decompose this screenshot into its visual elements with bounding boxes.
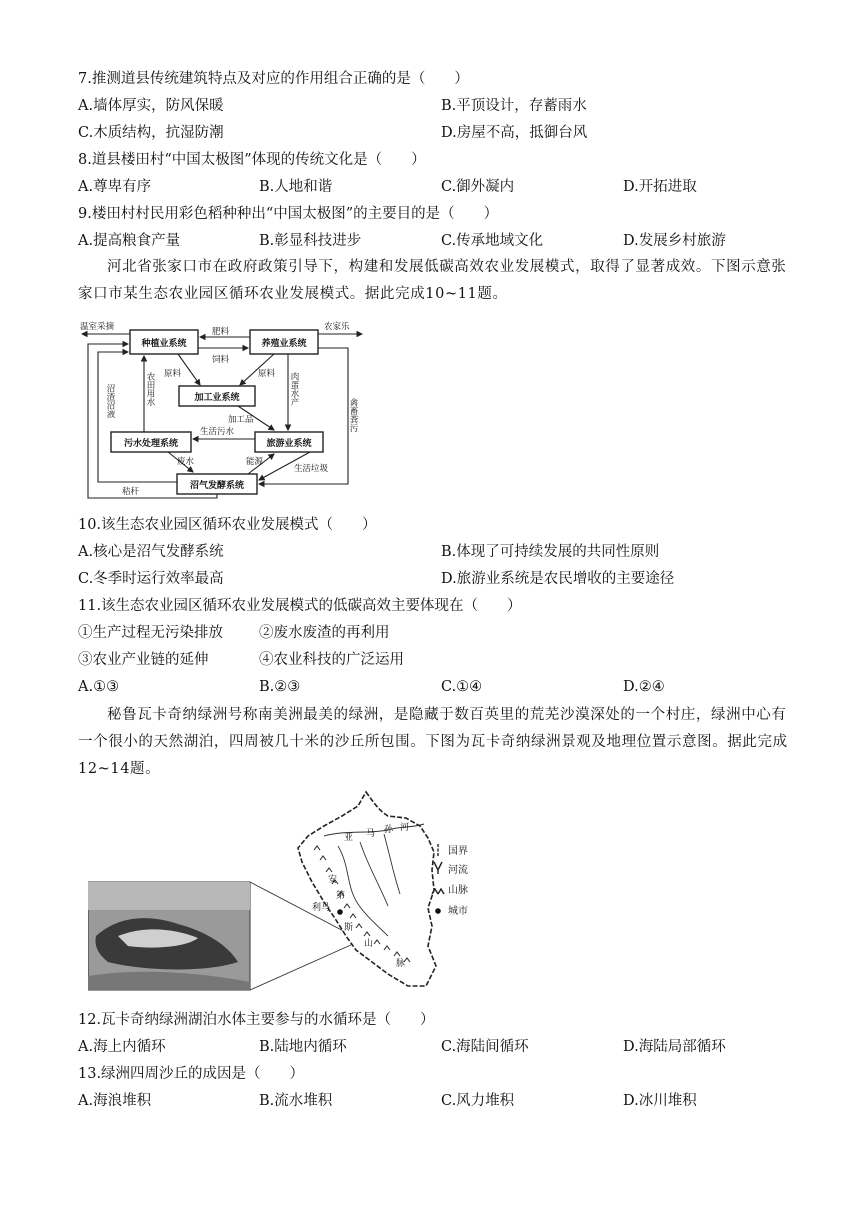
- q12-option-d: D.海陆局部循环: [623, 1039, 726, 1055]
- peru-map: [298, 792, 436, 986]
- q10-option-d: D.旅游业系统是农民增收的主要途径: [441, 571, 675, 587]
- raw-material-label-2: 原料: [258, 369, 276, 379]
- huacachina-figure: [88, 786, 508, 996]
- q9-stem: 9.楼田村村民用彩色稻种种出“中国太极图”的主要目的是（ ）: [78, 206, 499, 222]
- q9-option-b: B.彰显科技进步: [259, 233, 362, 249]
- andes-char-3: 斯: [344, 923, 354, 933]
- city-legend-dot: [435, 908, 441, 914]
- river-char-4: 河: [400, 823, 410, 833]
- andes-char-2: 第: [336, 891, 346, 901]
- domestic-sewage-label: 生活污水: [200, 427, 235, 437]
- wastewater-label: 废水: [177, 457, 195, 467]
- q11-item-1: ①生产过程无污染排放: [78, 625, 223, 641]
- garbage-label: 生活垃圾: [294, 464, 329, 474]
- q12-option-a: A.海上内循环: [78, 1039, 166, 1055]
- irrigation-label: 农田用水: [145, 372, 155, 406]
- q13-stem: 13.绿洲四周沙丘的成因是（ ）: [78, 1066, 305, 1082]
- sewage-label: 污水处理系统: [123, 439, 179, 449]
- meat-eggs-label: 肉蛋水产: [289, 372, 299, 406]
- farmhouse-label: 农家乐: [324, 322, 350, 332]
- biogas-label: 沼气发酵系统: [189, 481, 245, 491]
- processing-label: 加工业系统: [194, 393, 240, 403]
- legend-border: 国界: [448, 846, 468, 857]
- oasis-photo: [88, 882, 250, 990]
- q8-option-d: D.开拓进取: [623, 179, 697, 195]
- breeding-label: 养殖业系统: [261, 339, 307, 349]
- q7-option-a: A.墙体厚实，防风保暖: [78, 98, 224, 114]
- q11-item-4: ④农业科技的广泛运用: [259, 652, 404, 668]
- q9-option-a: A.提高粮食产量: [78, 233, 181, 249]
- q11-option-c: C.①④: [441, 679, 483, 695]
- passage-huacachina: 秘鲁瓦卡奇纳绿洲号称南美洲最美的绿洲，是隐藏于数百英里的荒芜沙漠深处的一个村庄，绿洲中心有一个很小的天然湖泊，四周被几十米的沙丘所包围。下图为瓦卡奇纳绿洲景观及地理位置示意图。据此完成12~14题。: [78, 707, 788, 777]
- processed-goods-label: 加工品: [228, 415, 254, 425]
- manure-label: 禽畜粪污: [348, 398, 358, 432]
- q7-option-b: B.平顶设计，存蓄雨水: [441, 98, 587, 114]
- q11-option-b: B.②③: [259, 679, 301, 695]
- q8-stem: 8.道县楼田村“中国太极图”体现的传统文化是（ ）: [78, 152, 426, 168]
- andes-char-5: 脉: [396, 959, 406, 969]
- greenhouse-label: 温室采摘: [80, 322, 115, 332]
- q9-option-c: C.传承地域文化: [441, 233, 544, 249]
- lima-label: 利马: [312, 903, 331, 913]
- straw-label: 秸秆: [122, 487, 140, 497]
- q11-stem: 11.该生态农业园区循环农业发展模式的低碳高效主要体现在（ ）: [78, 598, 522, 614]
- andes-char-4: 山: [364, 939, 374, 949]
- legend-city: 城市: [448, 906, 468, 917]
- andes-char-1: 安: [328, 875, 338, 885]
- q10-stem: 10.该生态农业园区循环农业发展模式（ ）: [78, 517, 377, 533]
- q12-stem: 12.瓦卡奇纳绿洲湖泊水体主要参与的水循环是（ ）: [78, 1012, 435, 1028]
- q10-option-a: A.核心是沼气发酵系统: [78, 544, 224, 560]
- q10-option-c: C.冬季时运行效率最高: [78, 571, 224, 587]
- map-legend: [432, 844, 468, 917]
- river-char-3: 孙: [384, 825, 394, 835]
- q13-option-c: C.风力堆积: [441, 1093, 515, 1109]
- planting-label: 种植业系统: [141, 339, 187, 349]
- q10-option-b: B.体现了可持续发展的共同性原则: [441, 544, 660, 560]
- q8-option-a: A.尊卑有序: [78, 179, 152, 195]
- raw-material-label-1: 原料: [164, 369, 182, 379]
- q12-option-b: B.陆地内循环: [259, 1039, 347, 1055]
- q11-option-a: A.①③: [78, 679, 120, 695]
- lima-dot: [337, 909, 343, 915]
- q7-stem: 7.推测道县传统建筑特点及对应的作用组合正确的是（ ）: [78, 71, 469, 87]
- q13-option-d: D.冰川堆积: [623, 1093, 697, 1109]
- q12-option-c: C.海陆间循环: [441, 1039, 529, 1055]
- q8-option-b: B.人地和谐: [259, 179, 333, 195]
- feed-label: 饲料: [212, 355, 230, 365]
- circular-agriculture-diagram: [78, 314, 368, 504]
- q11-option-d: D.②④: [623, 679, 665, 695]
- energy-label: 能源: [246, 457, 264, 467]
- q11-item-3: ③农业产业链的延伸: [78, 652, 209, 668]
- river-char-2: 马: [366, 829, 376, 839]
- residue-label: 沼渣沼液: [105, 384, 115, 418]
- q13-option-a: A.海浪堆积: [78, 1093, 152, 1109]
- q9-option-d: D.发展乡村旅游: [623, 233, 726, 249]
- river-char-1: 亚: [344, 833, 354, 843]
- tourism-label: 旅游业系统: [266, 439, 312, 449]
- q13-option-b: B.流水堆积: [259, 1093, 333, 1109]
- q11-item-2: ②废水废渣的再利用: [259, 625, 390, 641]
- passage-zhangjiakou: 河北省张家口市在政府政策引导下，构建和发展低碳高效农业发展模式，取得了显著成效。下图示意张家口市某生态农业园区循环农业发展模式。据此完成10~11题。: [78, 259, 787, 302]
- q7-option-d: D.房屋不高，抵御台风: [441, 125, 588, 141]
- legend-mountain: 山脉: [448, 885, 468, 896]
- legend-river: 河流: [448, 865, 468, 876]
- q8-option-c: C.御外凝内: [441, 179, 515, 195]
- fertilizer-label: 肥料: [212, 327, 230, 337]
- q7-option-c: C.木质结构，抗湿防潮: [78, 125, 224, 141]
